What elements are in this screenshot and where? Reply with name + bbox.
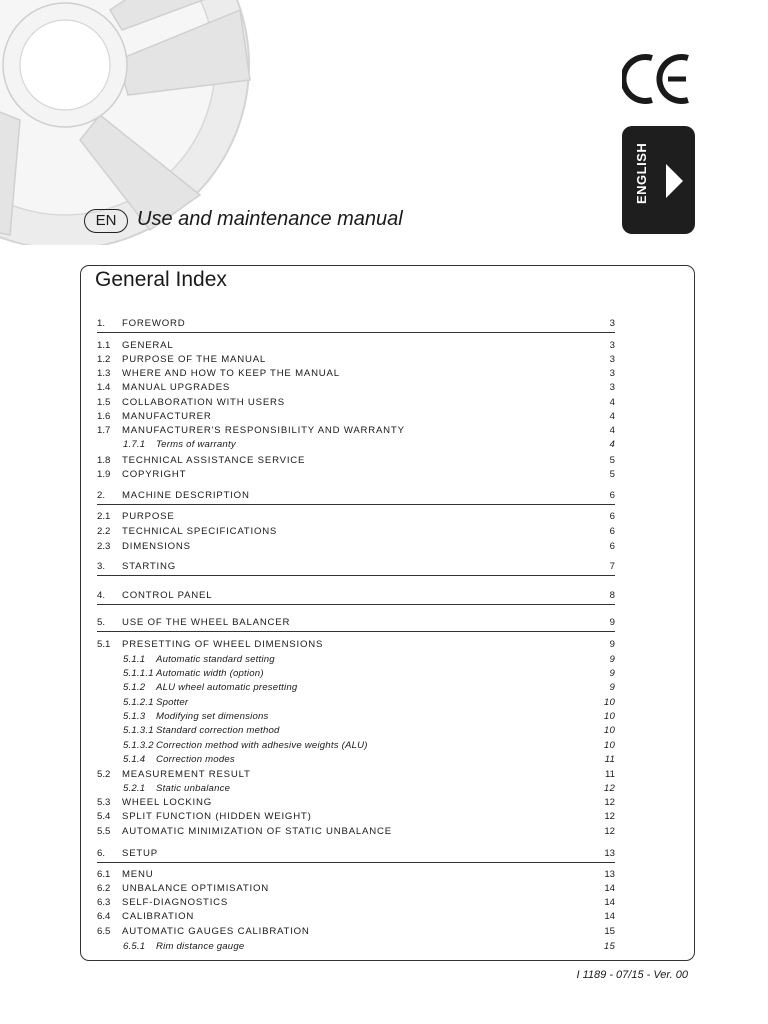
- toc-page-number: 14: [604, 911, 615, 922]
- toc-title: MANUFACTURER: [122, 411, 212, 422]
- toc-chapter-row[interactable]: [97, 616, 615, 632]
- toc-title: AUTOMATIC GAUGES CALIBRATION: [122, 926, 310, 937]
- toc-number: 1.: [97, 318, 106, 329]
- toc-number: 5.1.3.1: [123, 725, 154, 736]
- toc-number: 5.2: [97, 769, 111, 780]
- toc-page-number: 15: [604, 926, 615, 937]
- toc-chapter-row[interactable]: [97, 489, 615, 505]
- toc-title: CONTROL PANEL: [122, 590, 213, 601]
- toc-number: 5.1.4: [123, 754, 146, 765]
- toc-title: Automatic standard setting: [156, 654, 275, 665]
- toc-number: 5.: [97, 617, 106, 628]
- toc-page-number: 8: [609, 590, 615, 601]
- toc-title: GENERAL: [122, 340, 174, 351]
- language-code-badge: EN: [84, 209, 128, 233]
- toc-row[interactable]: [97, 510, 615, 524]
- toc-number: 1.1: [97, 340, 111, 351]
- toc-title: FOREWORD: [122, 318, 186, 329]
- toc-number: 1.7.1: [123, 439, 146, 450]
- toc-page-number: 14: [604, 897, 615, 908]
- toc-number: 5.1.2.1: [123, 697, 154, 708]
- toc-row[interactable]: [97, 339, 615, 353]
- toc-chapter-row[interactable]: [97, 589, 615, 605]
- toc-row[interactable]: [97, 825, 615, 839]
- toc-row[interactable]: [97, 768, 615, 782]
- toc-page-number: 10: [603, 697, 615, 708]
- toc-row[interactable]: [97, 796, 615, 810]
- index-title: General Index: [95, 268, 227, 291]
- toc-number: 6.: [97, 848, 106, 859]
- toc-row[interactable]: [97, 710, 615, 724]
- toc-title: MANUAL UPGRADES: [122, 382, 231, 393]
- toc-row[interactable]: [97, 753, 615, 767]
- toc-page-number: 10: [603, 725, 615, 736]
- toc-title: PURPOSE OF THE MANUAL: [122, 354, 267, 365]
- toc-title: Standard correction method: [156, 725, 280, 736]
- toc-number: 6.5: [97, 926, 111, 937]
- toc-page-number: 6: [609, 511, 615, 522]
- toc-title: MENU: [122, 869, 154, 880]
- toc-page-number: 3: [609, 368, 615, 379]
- toc-page-number: 3: [609, 382, 615, 393]
- toc-page-number: 12: [604, 826, 615, 837]
- toc-number: 2.: [97, 490, 106, 501]
- toc-chapter-row[interactable]: [97, 317, 615, 333]
- toc-title: MANUFACTURER'S RESPONSIBILITY AND WARRANTY: [122, 425, 405, 436]
- toc-number: 5.5: [97, 826, 111, 837]
- toc-page-number: 3: [609, 340, 615, 351]
- toc-page-number: 9: [609, 639, 615, 650]
- toc-page-number: 12: [603, 783, 615, 794]
- toc-number: 6.1: [97, 869, 111, 880]
- toc-title: PRESETTING OF WHEEL DIMENSIONS: [122, 639, 324, 650]
- toc-row[interactable]: [97, 410, 615, 424]
- toc-row[interactable]: [97, 681, 615, 695]
- language-tab-label: ENGLISH: [634, 142, 649, 204]
- toc-number: 5.1: [97, 639, 111, 650]
- toc-number: 1.5: [97, 397, 111, 408]
- toc-number: 3.: [97, 561, 106, 572]
- toc-row[interactable]: [97, 925, 615, 939]
- toc-title: WHEEL LOCKING: [122, 797, 213, 808]
- toc-page-number: 15: [603, 941, 615, 952]
- toc-page-number: 10: [603, 711, 615, 722]
- toc-title: PURPOSE: [122, 511, 175, 522]
- toc-page-number: 10: [603, 740, 615, 751]
- toc-chapter-row[interactable]: [97, 847, 615, 863]
- toc-title: STARTING: [122, 561, 177, 572]
- toc-number: 1.8: [97, 455, 111, 466]
- toc-number: 6.2: [97, 883, 111, 894]
- toc-number: 1.2: [97, 354, 111, 365]
- toc-title: Automatic width (option): [156, 668, 264, 679]
- toc-title: UNBALANCE OPTIMISATION: [122, 883, 269, 894]
- toc-row[interactable]: [97, 468, 615, 482]
- toc-page-number: 7: [609, 561, 615, 572]
- toc-row[interactable]: [97, 396, 615, 410]
- toc-title: COPYRIGHT: [122, 469, 187, 480]
- toc-number: 1.4: [97, 382, 111, 393]
- toc-number: 5.1.1: [123, 654, 146, 665]
- toc-number: 1.7: [97, 425, 111, 436]
- toc-title: Spotter: [156, 697, 189, 708]
- toc-page-number: 13: [604, 869, 615, 880]
- toc-title: MEASUREMENT RESULT: [122, 769, 251, 780]
- toc-row[interactable]: [97, 882, 615, 896]
- toc-row[interactable]: [97, 782, 615, 796]
- toc-number: 5.4: [97, 811, 111, 822]
- toc-title: COLLABORATION WITH USERS: [122, 397, 285, 408]
- toc-row[interactable]: [97, 667, 615, 681]
- toc-number: 6.4: [97, 911, 111, 922]
- toc-title: Correction method with adhesive weights (ALU): [156, 740, 368, 751]
- toc-row[interactable]: [97, 739, 615, 753]
- toc-page-number: 3: [609, 318, 615, 329]
- toc-number: 1.3: [97, 368, 111, 379]
- toc-row[interactable]: [97, 810, 615, 824]
- toc-title: ALU wheel automatic presetting: [156, 682, 298, 693]
- toc-page-number: 4: [609, 439, 615, 450]
- toc-title: Modifying set dimensions: [156, 711, 269, 722]
- toc-page-number: 5: [609, 469, 615, 480]
- toc-title: CALIBRATION: [122, 911, 195, 922]
- toc-number: 5.1.1.1: [123, 668, 154, 679]
- toc-row[interactable]: [97, 696, 615, 710]
- toc-page-number: 4: [609, 425, 615, 436]
- toc-number: 1.9: [97, 469, 111, 480]
- toc-title: DIMENSIONS: [122, 541, 191, 552]
- toc-number: 2.1: [97, 511, 111, 522]
- toc-page-number: 12: [604, 797, 615, 808]
- toc-page-number: 5: [609, 455, 615, 466]
- toc-page-number: 14: [604, 883, 615, 894]
- toc-row[interactable]: [97, 638, 615, 652]
- toc-row[interactable]: [97, 940, 615, 954]
- toc-page-number: 6: [609, 526, 615, 537]
- toc-row[interactable]: [97, 438, 615, 452]
- toc-page-number: 4: [609, 397, 615, 408]
- toc-number: 5.1.3: [123, 711, 146, 722]
- toc-title: SPLIT FUNCTION (HIDDEN WEIGHT): [122, 811, 312, 822]
- toc-title: MACHINE DESCRIPTION: [122, 490, 250, 501]
- toc-page-number: 11: [604, 754, 615, 765]
- toc-row[interactable]: [97, 896, 615, 910]
- toc-number: 5.1.2: [123, 682, 146, 693]
- toc-title: Static unbalance: [156, 783, 231, 794]
- toc-number: 6.5.1: [123, 941, 146, 952]
- toc-page-number: 6: [609, 541, 615, 552]
- toc-title: SETUP: [122, 848, 158, 859]
- toc-page-number: 4: [609, 411, 615, 422]
- toc-number: 5.1.3.2: [123, 740, 154, 751]
- toc-title: AUTOMATIC MINIMIZATION OF STATIC UNBALANCE: [122, 826, 392, 837]
- toc-number: 4.: [97, 590, 106, 601]
- toc-row[interactable]: [97, 724, 615, 738]
- toc-page-number: 9: [609, 654, 615, 665]
- toc-row[interactable]: [97, 353, 615, 367]
- toc-number: 1.6: [97, 411, 111, 422]
- toc-number: 2.2: [97, 526, 111, 537]
- toc-title: USE OF THE WHEEL BALANCER: [122, 617, 291, 628]
- toc-page-number: 3: [609, 354, 615, 365]
- toc-row[interactable]: [97, 910, 615, 924]
- manual-title: Use and maintenance manual: [137, 208, 403, 230]
- toc-title: SELF-DIAGNOSTICS: [122, 897, 229, 908]
- toc-row[interactable]: [97, 653, 615, 667]
- toc-title: TECHNICAL ASSISTANCE SERVICE: [122, 455, 306, 466]
- toc-number: 2.3: [97, 541, 111, 552]
- toc-row[interactable]: [97, 540, 615, 554]
- toc-page-number: 9: [609, 617, 615, 628]
- toc-row[interactable]: [97, 424, 615, 438]
- toc-row[interactable]: [97, 868, 615, 882]
- toc-title: Rim distance gauge: [156, 941, 245, 952]
- toc-number: 5.3: [97, 797, 111, 808]
- toc-row[interactable]: [97, 525, 615, 539]
- document-code: I 1189 - 07/15 - Ver. 00: [576, 969, 688, 981]
- toc-title: Correction modes: [156, 754, 235, 765]
- toc-number: 5.2.1: [123, 783, 146, 794]
- toc-title: Terms of warranty: [156, 439, 236, 450]
- toc-page-number: 9: [609, 668, 615, 679]
- toc-row[interactable]: [97, 367, 615, 381]
- toc-number: 6.3: [97, 897, 111, 908]
- toc-chapter-row[interactable]: [97, 560, 615, 576]
- toc-row[interactable]: [97, 454, 615, 468]
- toc-page-number: 12: [604, 811, 615, 822]
- toc-page-number: 9: [609, 682, 615, 693]
- toc-page-number: 11: [605, 769, 615, 780]
- toc-title: WHERE AND HOW TO KEEP THE MANUAL: [122, 368, 340, 379]
- toc-page-number: 6: [609, 490, 615, 501]
- toc-row[interactable]: [97, 381, 615, 395]
- toc-page-number: 13: [604, 848, 615, 859]
- toc-title: TECHNICAL SPECIFICATIONS: [122, 526, 278, 537]
